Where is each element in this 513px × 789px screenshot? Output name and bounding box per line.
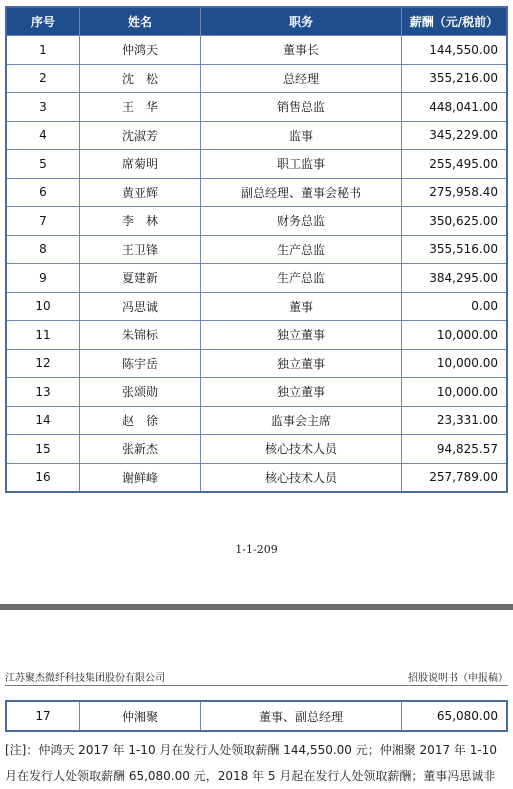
cell-seq: 13 <box>6 378 80 407</box>
cell-salary: 275,958.40 <box>402 178 508 207</box>
cell-name: 王 华 <box>80 93 201 122</box>
cell-name: 陈宇岳 <box>80 349 201 378</box>
table-row <box>6 378 507 407</box>
document-type: 招股说明书（申报稿） <box>408 673 508 684</box>
cell-salary: 23,331.00 <box>402 406 508 435</box>
cell-salary: 384,295.00 <box>402 264 508 293</box>
header-name: 姓名 <box>80 7 201 36</box>
cell-seq: 17 <box>6 701 80 731</box>
compensation-table <box>5 6 508 493</box>
cell-name: 夏建新 <box>80 264 201 293</box>
table-row <box>6 463 507 492</box>
cell-seq: 12 <box>6 349 80 378</box>
cell-salary: 257,789.00 <box>402 463 508 492</box>
cell-seq: 11 <box>6 321 80 350</box>
cell-position: 总经理 <box>201 64 402 93</box>
table-row <box>6 264 507 293</box>
cell-position: 职工监事 <box>201 150 402 179</box>
page-divider <box>0 604 513 610</box>
document-header <box>5 669 508 686</box>
cell-seq: 5 <box>6 150 80 179</box>
cell-position: 财务总监 <box>201 207 402 236</box>
cell-position: 监事会主席 <box>201 406 402 435</box>
cell-position: 独立董事 <box>201 349 402 378</box>
cell-position: 董事 <box>201 292 402 321</box>
cell-name: 黄亚辉 <box>80 178 201 207</box>
cell-salary: 350,625.00 <box>402 207 508 236</box>
cell-name: 谢鲜峰 <box>80 463 201 492</box>
table-row <box>6 93 507 122</box>
table-row <box>6 292 507 321</box>
cell-seq: 9 <box>6 264 80 293</box>
cell-position: 监事 <box>201 121 402 150</box>
cell-salary: 0.00 <box>402 292 508 321</box>
cell-salary: 355,216.00 <box>402 64 508 93</box>
table-row <box>6 64 507 93</box>
cell-salary: 10,000.00 <box>402 349 508 378</box>
cell-seq: 1 <box>6 36 80 65</box>
cell-salary: 144,550.00 <box>402 36 508 65</box>
cell-seq: 10 <box>6 292 80 321</box>
cell-seq: 6 <box>6 178 80 207</box>
table-row <box>6 349 507 378</box>
cell-name: 沈淑芳 <box>80 121 201 150</box>
cell-salary: 10,000.00 <box>402 378 508 407</box>
table-header-row <box>6 7 507 36</box>
table-row <box>6 150 507 179</box>
cell-name: 冯思诚 <box>80 292 201 321</box>
cell-name: 仲鸿天 <box>80 36 201 65</box>
table-row <box>6 121 507 150</box>
cell-position: 董事长 <box>201 36 402 65</box>
header-seq: 序号 <box>6 7 80 36</box>
cell-salary: 345,229.00 <box>402 121 508 150</box>
cell-name: 赵 徐 <box>80 406 201 435</box>
cell-name: 朱锦标 <box>80 321 201 350</box>
table-row <box>6 435 507 464</box>
footnote-line-1: [注]：仲鸿天 2017 年 1-10 月在发行人处领取薪酬 144,550.00 元；仲湘聚 2017 年 1-10 <box>5 743 497 757</box>
cell-seq: 2 <box>6 64 80 93</box>
cell-seq: 7 <box>6 207 80 236</box>
cell-salary: 65,080.00 <box>402 701 508 731</box>
cell-seq: 3 <box>6 93 80 122</box>
cell-position: 生产总监 <box>201 235 402 264</box>
cell-name: 王卫锋 <box>80 235 201 264</box>
company-name: 江苏聚杰微纤科技集团股份有限公司 <box>5 673 165 684</box>
cell-seq: 15 <box>6 435 80 464</box>
table-row <box>6 321 507 350</box>
cell-position: 核心技术人员 <box>201 435 402 464</box>
cell-salary: 94,825.57 <box>402 435 508 464</box>
header-salary: 薪酬（元/税前） <box>402 7 508 36</box>
cell-seq: 4 <box>6 121 80 150</box>
cell-seq: 14 <box>6 406 80 435</box>
footnote <box>5 737 510 789</box>
cell-name: 李 林 <box>80 207 201 236</box>
cell-salary: 10,000.00 <box>402 321 508 350</box>
cell-salary: 355,516.00 <box>402 235 508 264</box>
footnote-line-2: 月在发行人处领取薪酬 65,080.00 元，2018 年 5 月起在发行人处领取薪酬；董事冯思诚非 <box>5 769 496 783</box>
cell-position: 董事、副总经理 <box>201 701 402 731</box>
table-row <box>6 178 507 207</box>
cell-position: 核心技术人员 <box>201 463 402 492</box>
cell-salary: 255,495.00 <box>402 150 508 179</box>
cell-name: 张新杰 <box>80 435 201 464</box>
cell-name: 仲湘聚 <box>80 701 201 731</box>
cell-seq: 8 <box>6 235 80 264</box>
cell-name: 张颂勋 <box>80 378 201 407</box>
cell-name: 席菊明 <box>80 150 201 179</box>
table-body <box>6 36 507 493</box>
table-row <box>6 406 507 435</box>
page-number: 1-1-209 <box>235 543 278 556</box>
cell-position: 独立董事 <box>201 321 402 350</box>
cell-position: 生产总监 <box>201 264 402 293</box>
continued-table <box>5 700 508 732</box>
table-row <box>6 701 507 731</box>
cell-position: 副总经理、董事会秘书 <box>201 178 402 207</box>
cell-seq: 16 <box>6 463 80 492</box>
header-position: 职务 <box>201 7 402 36</box>
cell-name: 沈 松 <box>80 64 201 93</box>
cell-position: 独立董事 <box>201 378 402 407</box>
table-row <box>6 235 507 264</box>
cell-salary: 448,041.00 <box>402 93 508 122</box>
table-row <box>6 36 507 65</box>
table-row <box>6 207 507 236</box>
cell-position: 销售总监 <box>201 93 402 122</box>
